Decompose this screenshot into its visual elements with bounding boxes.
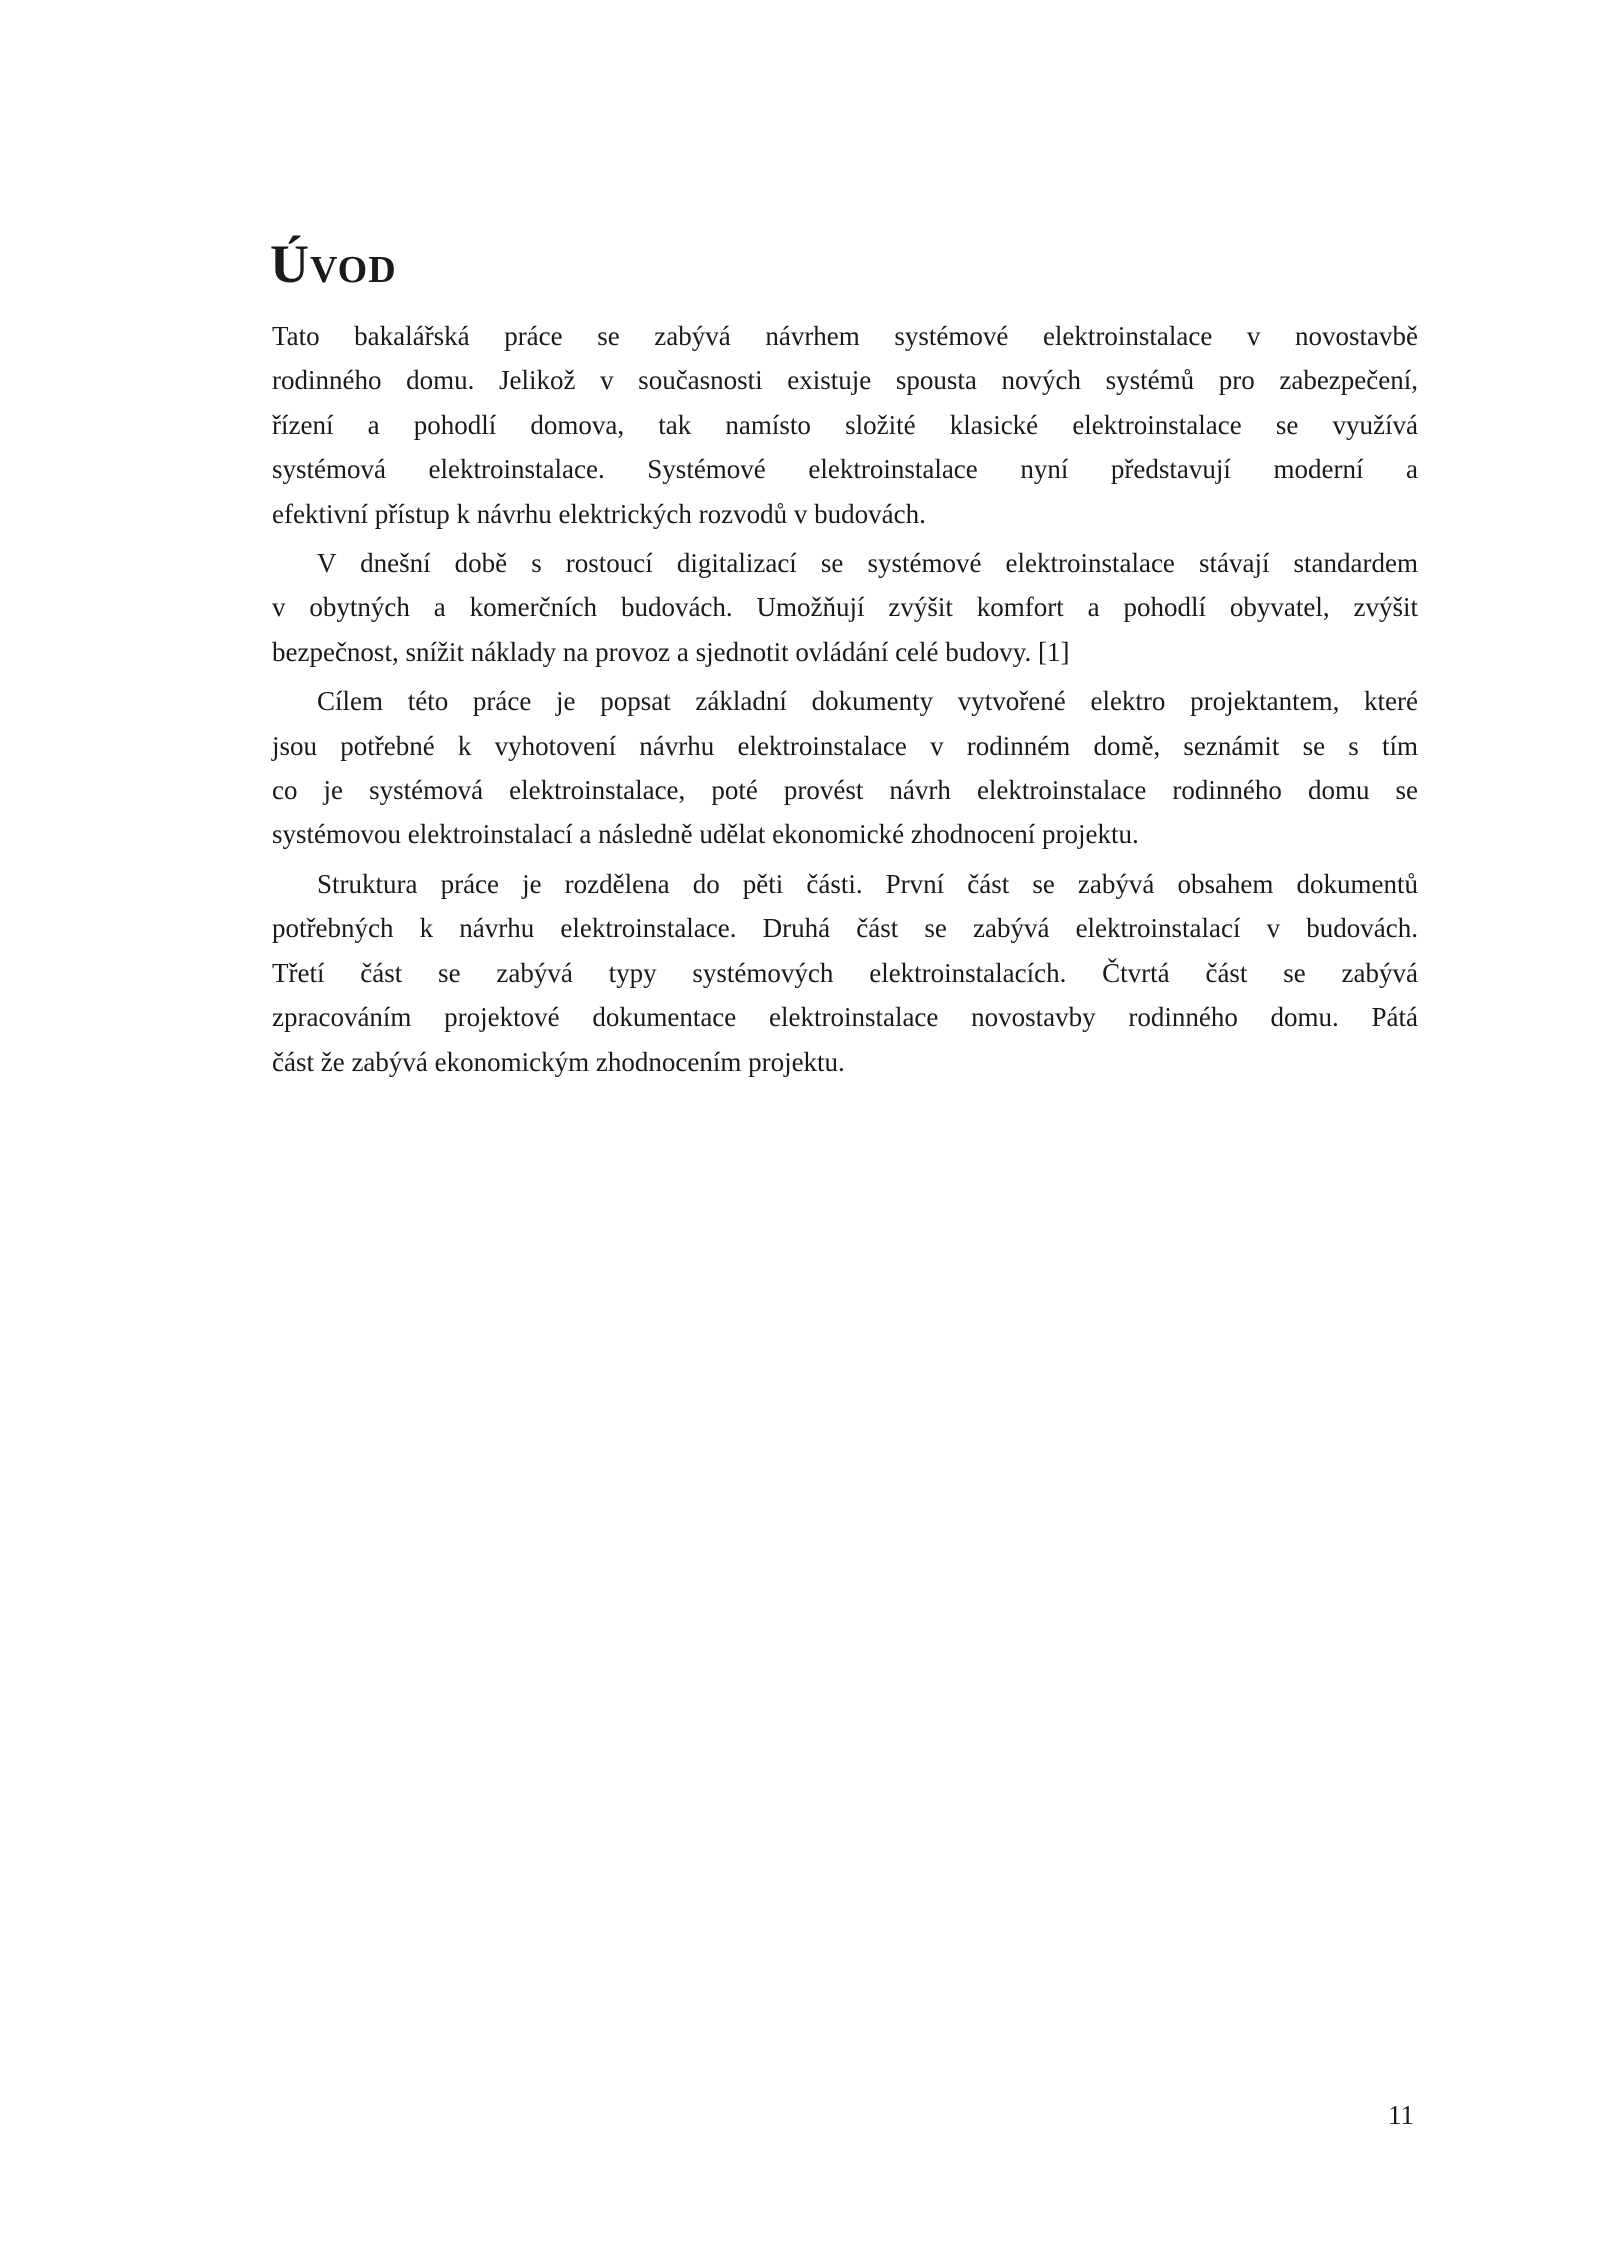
paragraph — [272, 679, 1418, 857]
text-line: co je systémová elektroinstalace, poté provést návrh elektroinstalace rodinného domu se — [272, 775, 1418, 806]
text-line: systémovou elektroinstalací a následně udělat ekonomické zhodnocení projektu. — [272, 819, 1139, 850]
chapter-title: Úvod — [270, 234, 397, 294]
text-line: V dnešní době s rostoucí digitalizací se systémové elektroinstalace stávají standardem — [317, 548, 1418, 579]
text-line: v obytných a komerčních budovách. Umožňují zvýšit komfort a pohodlí obyvatel, zvýšit — [272, 592, 1418, 623]
paragraph — [272, 314, 1418, 536]
text-line: bezpečnost, snížit náklady na provoz a sjednotit ovládání celé budovy. [1] — [272, 636, 1070, 667]
text-line: efektivní přístup k návrhu elektrických rozvodů v budovách. — [272, 498, 926, 529]
text-line: systémová elektroinstalace. Systémové elektroinstalace nyní představují moderní a — [272, 454, 1418, 485]
text-line: zpracováním projektové dokumentace elektroinstalace novostavby rodinného domu. Pátá — [272, 1002, 1418, 1033]
text-line: řízení a pohodlí domova, tak namísto složité klasické elektroinstalace se využívá — [272, 409, 1418, 440]
text-line: Třetí část se zabývá typy systémových elektroinstalacích. Čtvrtá část se zabývá — [272, 957, 1418, 988]
text-line: jsou potřebné k vyhotovení návrhu elektroinstalace v rodinném domě, seznámit se s tím — [272, 730, 1418, 761]
text-line: část že zabývá ekonomickým zhodnocením projektu. — [272, 1046, 845, 1077]
paragraph — [272, 862, 1418, 1084]
body-text — [272, 314, 1418, 1089]
text-line: rodinného domu. Jelikož v současnosti existuje spousta nových systémů pro zabezpečení, — [272, 365, 1418, 396]
text-line: Tato bakalářská práce se zabývá návrhem systémové elektroinstalace v novostavbě — [272, 321, 1418, 351]
page-number: 11 — [1388, 2100, 1414, 2130]
paragraph — [272, 541, 1418, 674]
text-line: Cílem této práce je popsat základní dokumenty vytvořené elektro projektantem, které — [317, 686, 1418, 717]
text-line: Struktura práce je rozdělena do pěti části. První část se zabývá obsahem dokumentů — [317, 868, 1418, 899]
text-line: potřebných k návrhu elektroinstalace. Druhá část se zabývá elektroinstalací v budovách. — [272, 913, 1418, 944]
